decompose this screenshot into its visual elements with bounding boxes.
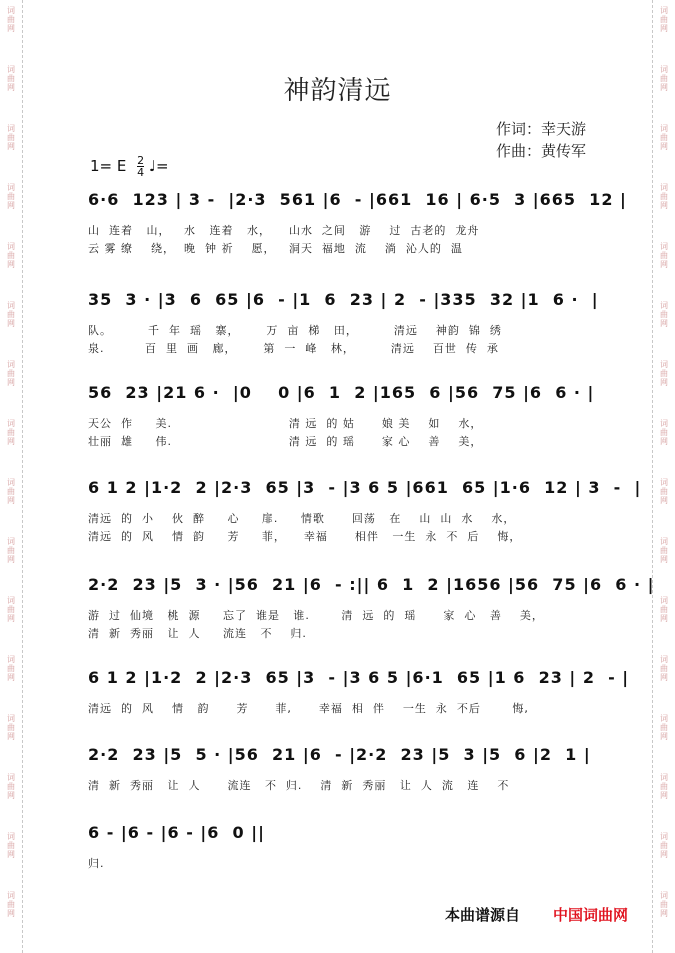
watermark-text: 词 曲 网: [7, 832, 15, 859]
time-signature-top: 2: [137, 154, 145, 167]
note-line: 2·2 23 |5 5 · |56 21 |6 - |2·2 23 |5 3 |5 6 |2 1 |: [88, 745, 591, 764]
lyric-line: 队。 千 年 瑶 寨， 万 亩 梯 田， 清远 神韵 锦 绣: [88, 324, 502, 337]
watermark-text: 词 曲 网: [7, 124, 15, 151]
note-line: 6 1 2 |1·2 2 |2·3 65 |3 - |3 6 5 |6·1 65 |1 6 23 | 2 - |: [88, 668, 630, 687]
lyric-line: 清远 的 风 情 韵 芳 菲， 幸福 相伴 一生 永 不 后 悔，: [88, 530, 522, 543]
lyricist-credit: 作词：幸天游: [496, 120, 587, 138]
watermark-text: 词 曲 网: [660, 242, 668, 269]
time-signature-bottom: 4: [137, 166, 145, 179]
time-signature: [137, 155, 144, 178]
composer-credit: 作曲：黄传军: [496, 142, 587, 160]
watermark-text: 词 曲 网: [660, 596, 668, 623]
note-line: 6 - |6 - |6 - |6 0 ||: [88, 823, 265, 842]
watermark-text: 词 曲 网: [7, 773, 15, 800]
lyric-line: 山 连着 山， 水 连着 水， 山水 之间 游 过 古老的 龙舟: [88, 224, 480, 237]
watermark-text: 词 曲 网: [660, 65, 668, 92]
lyric-line: 泉. 百 里 画 廊， 第 一 峰 林， 清远 百世 传 承: [88, 342, 499, 355]
lyric-line: 天公 作 美. 清 远 的 姑 娘 美 如 水，: [88, 417, 483, 430]
watermark-text: 词 曲 网: [7, 537, 15, 564]
song-title: 神韵清远: [283, 76, 392, 106]
watermark-text: 词 曲 网: [660, 655, 668, 682]
lyric-line: 云 雾 缭 绕， 晚 钟 祈 愿， 洞天 福地 流 淌 沁人的 温: [88, 242, 463, 255]
watermark-text: 词 曲 网: [7, 891, 15, 918]
watermark-text: 词 曲 网: [7, 242, 15, 269]
key-label: 1= E: [90, 157, 127, 175]
note-line: 6·6 123 | 3 - |2·3 561 |6 - |661 16 | 6·5 3 |665 12 |: [88, 190, 627, 209]
lyric-line: 壮丽 雄 伟. 清 远 的 瑶 家 心 善 美，: [88, 435, 483, 448]
watermark-text: 词 曲 网: [7, 301, 15, 328]
note-line: 35 3 · |3 6 65 |6 - |1 6 23 | 2 - |335 32 |1 6 · |: [88, 290, 599, 309]
watermark-text: 词 曲 网: [660, 773, 668, 800]
note-line: 6 1 2 |1·2 2 |2·3 65 |3 - |3 6 5 |661 65 |1·6 12 | 3 - |: [88, 478, 642, 497]
watermark-text: 词 曲 网: [660, 832, 668, 859]
watermark-text: 词 曲 网: [660, 891, 668, 918]
note-line: 56 23 |21 6 · |0 0 |6 1 2 |165 6 |56 75 |6 6 · |: [88, 383, 595, 402]
tempo-mark: ♩=: [148, 157, 169, 175]
lyric-line: 清 新 秀丽 让 人 流连 不 归. 清 新 秀丽 让 人 流 连 不: [88, 779, 510, 792]
watermark-text: 词 曲 网: [660, 301, 668, 328]
right-watermark-strip: [652, 0, 675, 953]
watermark-text: 词 曲 网: [7, 419, 15, 446]
lyric-line: 清远 的 风 情 韵 芳 菲, 幸福 相 伴 一生 永 不后 悔,: [88, 702, 529, 715]
watermark-text: 词 曲 网: [7, 596, 15, 623]
lyric-line: 归.: [88, 857, 105, 870]
footer-brand-link[interactable]: 中国词曲网: [553, 906, 629, 924]
watermark-text: 词 曲 网: [660, 124, 668, 151]
watermark-text: 词 曲 网: [660, 360, 668, 387]
watermark-text: 词 曲 网: [7, 655, 15, 682]
watermark-text: 词 曲 网: [660, 478, 668, 505]
watermark-text: 词 曲 网: [7, 360, 15, 387]
key-signature: [90, 155, 169, 178]
footer-source-text: 本曲谱源自: [445, 906, 521, 924]
left-watermark-strip: [0, 0, 23, 953]
watermark-text: 词 曲 网: [660, 6, 668, 33]
note-line: 2·2 23 |5 3 · |56 21 |6 - :|| 6 1 2 |1656 |56 75 |6 6 · |: [88, 575, 655, 594]
watermark-text: 词 曲 网: [660, 537, 668, 564]
watermark-text: 词 曲 网: [7, 478, 15, 505]
watermark-text: 词 曲 网: [7, 65, 15, 92]
lyric-line: 游 过 仙境 桃 源 忘了 谁是 谁. 清 远 的 瑶 家 心 善 美，: [88, 609, 544, 622]
watermark-text: 词 曲 网: [660, 714, 668, 741]
watermark-text: 词 曲 网: [660, 419, 668, 446]
lyric-line: 清 新 秀丽 让 人 流连 不 归.: [88, 627, 307, 640]
watermark-text: 词 曲 网: [7, 714, 15, 741]
watermark-text: 词 曲 网: [7, 183, 15, 210]
lyric-line: 清远 的 小 伙 醉 心 扉. 情歌 回荡 在 山 山 水 水，: [88, 512, 516, 525]
watermark-text: 词 曲 网: [660, 183, 668, 210]
watermark-text: 词 曲 网: [7, 6, 15, 33]
